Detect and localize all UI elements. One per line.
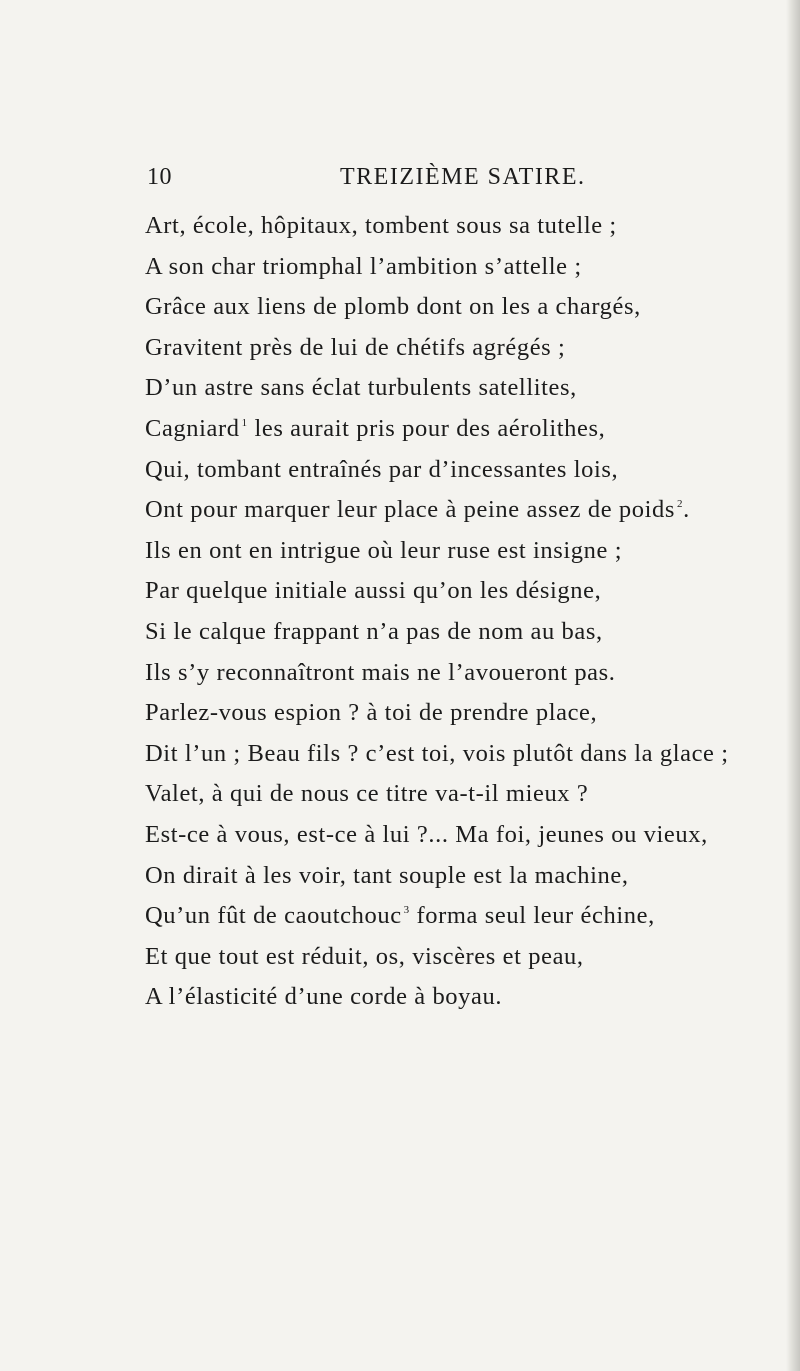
footnote-ref: 2 — [677, 498, 684, 511]
verse-line: Valet, à qui de nous ce titre va-t-il mieux ? — [145, 780, 589, 808]
verse-line: Ont pour marquer leur place à peine assez de poids $^2$. — [145, 496, 690, 524]
footnote-ref: 1 — [241, 416, 248, 429]
verse-line: Qu’un fût de caoutchouc $^3$ forma seul leur échine, — [145, 902, 655, 930]
verse-line: Qui, tombant entraînés par d’incessantes lois, — [145, 455, 619, 483]
running-header — [0, 160, 800, 200]
footnote-ref: 3 — [403, 904, 410, 917]
verse-line: D’un astre sans éclat turbulents satellites, — [145, 374, 577, 402]
verse-block — [145, 206, 785, 1018]
verse-line: Parlez-vous espion ? à toi de prendre place, — [145, 699, 598, 727]
page-edge-shadow — [786, 0, 800, 1371]
running-title: TREIZIÈME SATIRE. — [340, 164, 586, 190]
verse-line: Par quelque initiale aussi qu’on les désigne, — [145, 577, 602, 605]
verse-line: A son char triomphal l’ambition s’attelle ; — [145, 252, 582, 280]
verse-line: Et que tout est réduit, os, viscères et peau, — [145, 942, 584, 970]
verse-line: Ils en ont en intrigue où leur ruse est insigne ; — [145, 536, 623, 564]
verse-line: Cagniard $^1$ les aurait pris pour des aérolithes, — [145, 414, 606, 442]
verse-line: Si le calque frappant n’a pas de nom au bas, — [145, 617, 603, 645]
page-number: 10 — [147, 164, 172, 190]
verse-line: A l’élasticité d’une corde à boyau. — [145, 983, 503, 1011]
verse-line: Est-ce à vous, est-ce à lui ?... Ma foi, jeunes ou vieux, — [145, 820, 708, 848]
verse-line: Dit l’un ; Beau fils ? c’est toi, vois plutôt dans la glace ; — [145, 739, 729, 767]
verse-line: Gravitent près de lui de chétifs agrégés ; — [145, 333, 566, 361]
verse-line: Art, école, hôpitaux, tombent sous sa tutelle ; — [145, 212, 617, 239]
verse-line: On dirait à les voir, tant souple est la machine, — [145, 861, 629, 889]
verse-line: Grâce aux liens de plomb dont on les a chargés, — [145, 293, 641, 321]
verse-line: Ils s’y reconnaîtront mais ne l’avoueront pas. — [145, 658, 616, 686]
